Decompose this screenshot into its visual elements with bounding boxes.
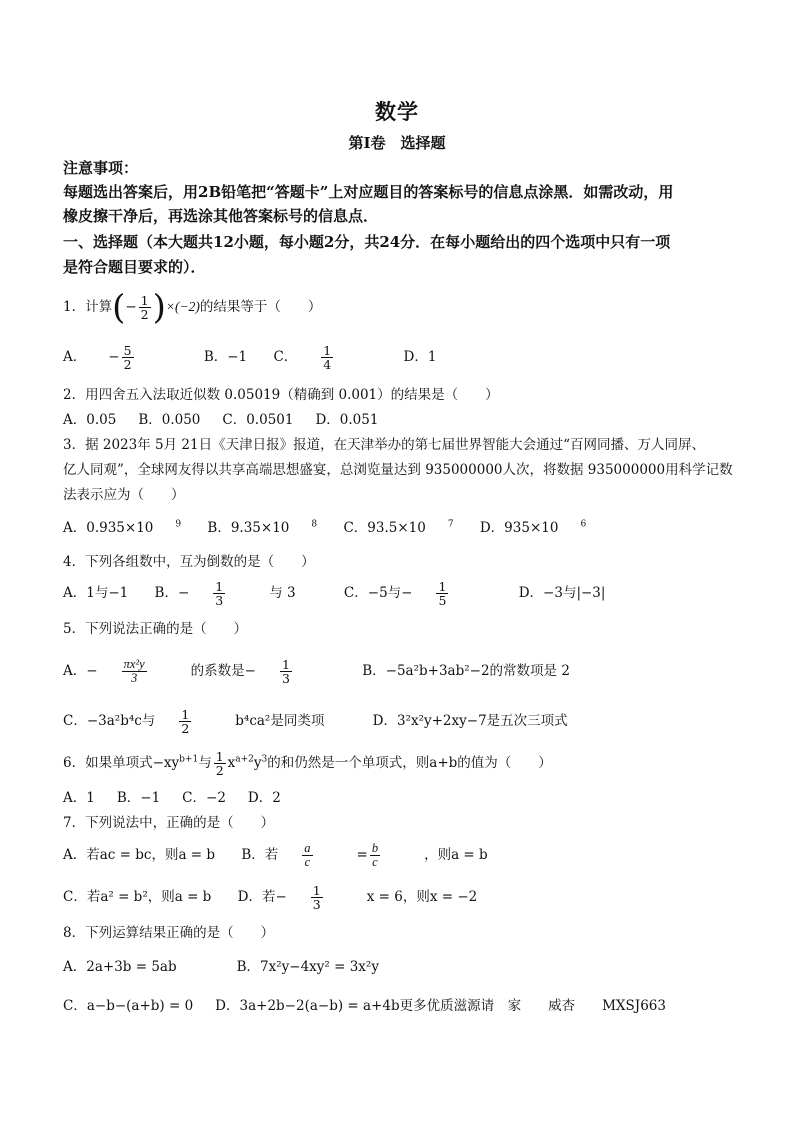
option-a: A．0.05	[63, 412, 117, 428]
option-d: D．1	[403, 349, 437, 365]
question-6: 6．如果单项式$-xy^{b+1}$与 $\frac{1}{2}$ $x^{a+2}y^3$的和仍然是一个单项式，则a+b的值为（ ）	[63, 749, 552, 778]
option-d: D．935×10 $^6$	[479, 519, 587, 536]
question-8: 8．下列运算结果正确的是（ ）	[63, 925, 275, 941]
option-c: C． $\frac{1}{4}$	[273, 343, 332, 372]
option-c: C．a−b−(a+b) = 0	[63, 998, 194, 1014]
option-c: C．若a² = b²，则a = b	[63, 889, 212, 905]
section-heading-1: 一、选择题（本大题共12小题，每小题2分，共24分．在每小题给出的四个选项中只有一项	[63, 233, 671, 251]
footer-watermark-text: 更多优质滋源请 家 威杏 MXSJ663	[399, 998, 666, 1014]
option-b: B．若 $\frac{a}{c}$ = $\frac{b}{c}$ ，则a = b	[241, 841, 488, 869]
question-5-options-ab	[63, 656, 743, 686]
question-5-options-cd	[63, 706, 743, 736]
option-b: B．− $\frac{1}{3}$ 与 3	[154, 579, 296, 608]
notice-line-1: 每题选出答案后，用2B铅笔把“答题卡”上对应题目的答案标号的信息点涂黑．如需改动，用	[63, 183, 674, 201]
question-8-options-cd	[63, 995, 743, 1017]
question-5: 5．下列说法正确的是（ ）	[63, 621, 248, 637]
fraction-half: $\frac{1}{2}$	[140, 293, 149, 322]
page-title: 数学	[375, 99, 419, 124]
option-b: B．7x²y−4xy² = 3x²y	[236, 959, 379, 975]
question-4: 4．下列各组数中，互为倒数的是（ ）	[63, 554, 315, 570]
question-8-options-ab	[63, 956, 743, 978]
option-a: A．0.935×10 $^9$	[63, 519, 182, 536]
question-4-options	[63, 578, 743, 608]
option-b: B．−1	[203, 349, 248, 365]
section-heading-2: 是符合题目要求的）．	[63, 258, 206, 276]
option-c: C．−2	[182, 790, 226, 806]
option-d: D．2	[247, 790, 281, 806]
option-a: A．若ac = bc，则a = b	[63, 847, 216, 863]
question-3-options	[63, 517, 743, 539]
question-1-options	[63, 344, 743, 371]
option-c: C．93.5×10 $^7$	[343, 519, 454, 536]
question-3-line-2: 亿人同观”，全球网友得以共享高端思想盛宴，总浏览量达到 935000000人次，将数据 935000000用科学记数	[63, 462, 733, 478]
option-d: D．0.051	[315, 412, 379, 428]
notice-line-2: 橡皮擦干净后，再选涂其他答案标号的信息点．	[63, 207, 379, 225]
question-6-options	[63, 787, 743, 809]
question-7-options-ab	[63, 840, 743, 870]
option-a: A．1	[63, 790, 95, 806]
option-b: B．−5a²b+3ab²−2的常数项是 2	[362, 663, 570, 679]
notice-heading: 注意事项：	[63, 159, 139, 177]
question-3-line-3: 法表示应为（ ）	[63, 487, 185, 503]
question-3-line-1: 3．据 2023年 5月 21日《天津日报》报道，在天津举办的第七届世界智能大会通过“百网同播、万人同屏、	[63, 437, 705, 453]
section-subtitle: 第Ⅰ卷 选择题	[348, 134, 446, 152]
option-a: A．− $\frac{\text{πx²y}}{3}$ 的系数是− $\frac{1}{3}$	[63, 657, 290, 686]
option-c: C．−3a²b⁴c与 $\frac{1}{2}$ b⁴ca²是同类项	[63, 707, 325, 736]
option-b: B．0.050	[138, 412, 201, 428]
option-d: D．若− $\frac{1}{3}$ x = 6，则x = −2	[237, 883, 478, 912]
option-c: C．0.0501	[222, 412, 294, 428]
option-a: A．2a+3b = 5ab	[63, 959, 177, 975]
question-2-options	[63, 409, 743, 431]
option-c: C．−5与− $\frac{1}{5}$	[343, 579, 447, 608]
question-2: 2．用四舍五入法取近似数 0.05019（精确到 0.001）的结果是（ ）	[63, 387, 499, 403]
question-1: 1．计算(− $\frac{1}{2}$ )×(−2)的结果等于（ ）	[63, 287, 322, 328]
question-7: 7．下列说法中，正确的是（ ）	[63, 815, 275, 831]
option-b: B．−1	[116, 790, 161, 806]
option-a: A． − $\frac{5}{2}$	[63, 343, 132, 372]
option-d: D．−3与|−3|	[518, 585, 606, 601]
option-b: B．9.35×10 $^8$	[207, 519, 318, 536]
option-d: D．3²x²y+2xy−7是五次三项式	[372, 713, 568, 729]
question-7-options-cd	[63, 882, 743, 912]
option-d: D．3a+2b−2(a−b) = a+4b	[215, 998, 400, 1014]
option-a: A．1与−1	[63, 585, 129, 601]
